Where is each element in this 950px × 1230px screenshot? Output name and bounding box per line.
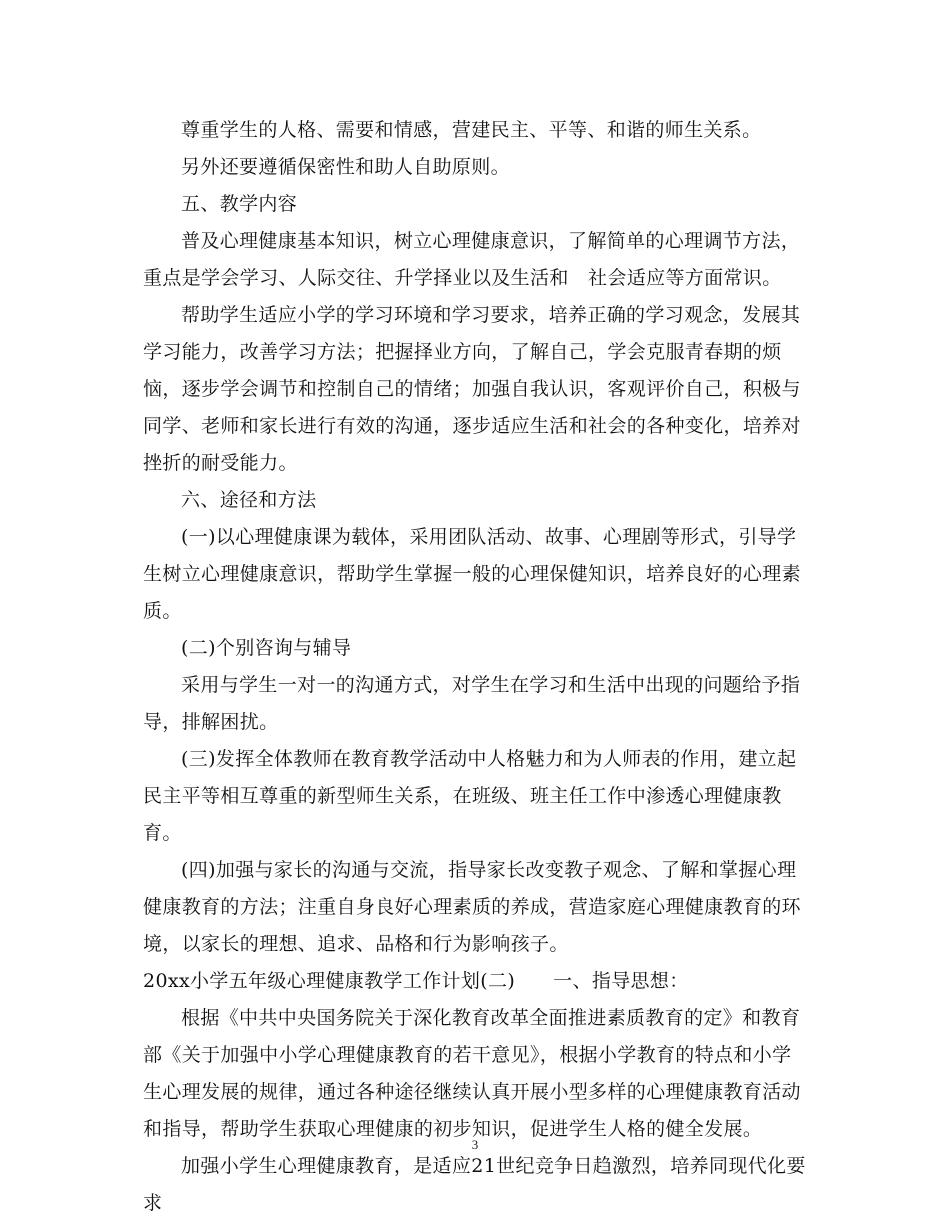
paragraph: (一)以心理健康课为载体，采用团队活动、故事、心理剧等形式，引导学生树立心理健康意识，帮助学生掌握一般的心理保健知识，培养良好的心理素质。	[143, 526, 801, 622]
paragraph: 帮助学生适应小学的学习环境和学习要求，培养正确的学习观念，发展其学习能力，改善学习方法；把握择业方向，了解自己，学会克服青春期的烦恼，逐步学会调节和控制自己的情绪；加强自我认识，客观评价自己，积极与同学、老师和家长进行有效的沟通，逐步适应生活和社会的各种变化，培养对挫折的耐受能力。	[143, 304, 801, 474]
paragraph: 加强小学生心理健康教育，是适应21世纪竞争日趋激烈，培养同现代化要求	[143, 1155, 806, 1214]
page-number: 3	[471, 1137, 479, 1152]
paragraph: 根据《中共中央国务院关于深化教育改革全面推进素质教育的定》和教育部《关于加强中小学心理健康教育的若干意见》，根据小学教育的特点和小学生心理发展的规律，通过各种途径继续认真开展小型多样的心理健康教育活动和指导，帮助学生获取心理健康的初步知识，促进学生人格的健全发展。	[143, 1007, 801, 1140]
paragraph: 另外还要遵循保密性和助人自助原则。	[181, 156, 510, 178]
document-body	[143, 112, 808, 1222]
paragraph: 采用与学生一对一的沟通方式，对学生在学习和生活中出现的问题给予指导，排解困扰。	[143, 674, 801, 733]
paragraph: 尊重学生的人格、需要和情感，营建民主、平等、和谐的师生关系。	[181, 119, 762, 141]
sub-heading: (二)个别咨询与辅导	[181, 637, 352, 659]
section-heading: 五、教学内容	[181, 193, 298, 215]
paragraph: (三)发挥全体教师在教育教学活动中人格魅力和为人师表的作用，建立起民主平等相互尊重的新型师生关系，在班级、班主任工作中渗透心理健康教育。	[143, 748, 797, 844]
document-section-title-line	[143, 963, 808, 1000]
section-heading: 六、途径和方法	[181, 489, 317, 511]
document-section-subtitle: 一、指导思想：	[553, 970, 689, 992]
paragraph: (四)加强与家长的沟通与交流，指导家长改变教子观念、了解和掌握心理健康教育的方法；注重自身良好心理素质的养成，营造家庭心理健康教育的环境，以家长的理想、追求、品格和行为影响孩子。	[143, 859, 801, 955]
document-section-title: 20xx小学五年级心理健康教学工作计划(二)	[143, 970, 516, 992]
paragraph: 普及心理健康基本知识，树立心理健康意识，了解简单的心理调节方法，重点是学会学习、人际交往、升学择业以及生活和 社会适应等方面常识。	[143, 230, 801, 289]
